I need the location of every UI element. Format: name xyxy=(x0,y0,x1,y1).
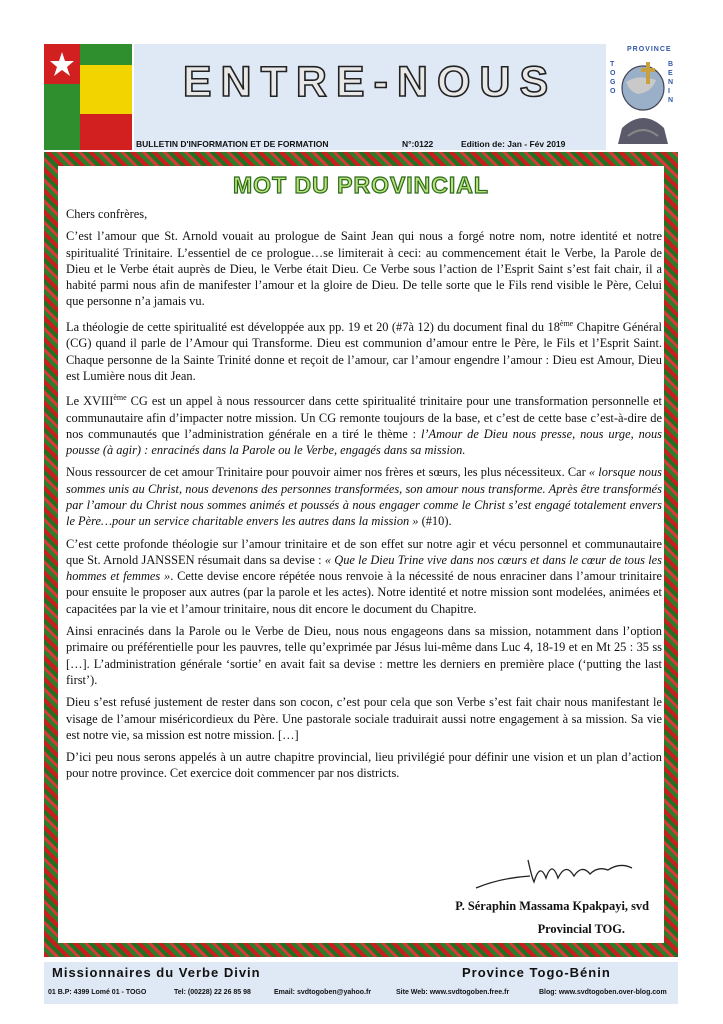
issue-number: N°:0122 xyxy=(402,139,434,149)
signer-name: P. Séraphin Massama Kpakpayi, svd xyxy=(455,899,649,913)
paragraph-3: Le XVIIIème CG est un appel à nous ressourcer dans cette spiritualité trinitaire pour une transformation personnelle et communautaire afin d’impacter notre mission. Un CG remonte toujours de la base, et c’est de cette base c’est-à-dire de nos communautés que l’administration générale en a tiré le thème : l’Amour de Dieu nous presse, nous urge, nous pousse (à agir) : enracinés dans la Parole ou le Verbe, engagés dans sa mission. xyxy=(66,393,663,458)
signer-title: Provincial TOG. xyxy=(537,922,625,936)
footer-phone: Tel: (00228) 22 26 85 98 xyxy=(174,989,251,996)
logo-benin-label: BENIN xyxy=(668,61,675,104)
bulletin-subtitle: BULLETIN D'INFORMATION ET DE FORMATION xyxy=(136,139,329,149)
footer-email[interactable]: Email: svdtogoben@yahoo.fr xyxy=(274,989,372,996)
footer-address: 01 B.P: 4399 Lomé 01 - TOGO xyxy=(48,989,147,996)
paragraph-5: C’est cette profonde théologie sur l’amour trinitaire et de son effet sur notre agir et vécu personnel et communautaire que St. Arnold JANSSEN résumait dans sa devise : « Que le Dieu Trine vive dans nos cœurs et dans le cœur de tous les hommes et femmes ». Cette devise encore répétée nous renvoie à la nécessité de nous enraciner dans l’amour trinitaire pour ensuite le proposer aux autres (par la parole et les actes). Notre identité et notre mission sont modelées, animées et capacitées par la vie et l’amour trinitaire, nous dit encore le document du Chapitre. xyxy=(66,536,663,616)
benin-flag xyxy=(44,84,132,150)
paragraph-7: Dieu s’est refusé justement de rester dans son cocon, c’est pour cela que son Verbe s’est fait chair nous manifestant le visage de l’amour miséricordieux du Père. Une pastorale sociale traduirait aussi notre engagement à sa mission. Sa vie est notre vie, sa mission est notre mission. […] xyxy=(66,695,662,742)
footer-blog[interactable]: Blog: www.svdtogoben.over-blog.com xyxy=(539,989,667,996)
logo-province-label: PROVINCE xyxy=(627,46,672,53)
article-body xyxy=(66,206,662,788)
paragraph-8: D’ici peu nous serons appelés à un autre chapitre provincial, lieu privilégié pour définir une vision et un plan d’action pour notre province. Cet exercice doit commencer par nos districts. xyxy=(66,750,662,781)
greeting: Chers confrères, xyxy=(66,207,148,221)
paragraph-4: Nous ressourcer de cet amour Trinitaire pour pouvoir aimer nos frères et sœurs, les plus nécessiteux. Car « lorsque nous sommes unis au Christ, nous devenons des personnes transformées, son amour nous transforme. Après être transformés par l’amour du Christ nous sommes animés et poussés à nous engager comme le Christ s’est engagé totalement envers le Père…pour un service charitable envers les autres dans la mission » (#10). xyxy=(66,465,662,529)
footer-organization: Missionnaires du Verbe Divin xyxy=(52,965,261,980)
paragraph-6: Ainsi enracinés dans la Parole ou le Verbe de Dieu, nous nous engageons dans sa mission, notamment dans l’option primaire ou préférentielle pour les pauvres, telle qu’exprimée par Jésus lui-même dans Luc 4, 18-19 et en Mt 25 : 35 ss […]. L’administration générale ‘sortie’ en avait fait sa devise : mettre les derniers en première place (‘putting the last first’). xyxy=(66,624,662,687)
logo-togo-label: TOGO xyxy=(610,61,617,95)
edition-date: Edition de: Jan - Fév 2019 xyxy=(461,139,566,149)
article-title: MOT DU PROVINCIAL xyxy=(233,172,489,198)
province-logo xyxy=(608,44,678,150)
paragraph-2: La théologie de cette spiritualité est développée aux pp. 19 et 20 (#7à 12) du document final du 18ème Chapitre Général (CG) quand il parle de l’Amour qui Transforme. Dieu est communion d’amour entre le Père, le Fils et l’Esprit Saint. Chaque personne de la Sainte Trinité donne et reçoit de l’amour, car l’amour engendre l’amour : Dieu est Amour, Dieu est Lumière nous dit Jean. xyxy=(66,318,662,383)
handwritten-signature xyxy=(470,848,650,898)
footer-province: Province Togo-Bénin xyxy=(462,965,611,980)
masthead-title: ENTRE-NOUS xyxy=(182,58,558,106)
paragraph-1: C’est l’amour que St. Arnold vouait au prologue de Saint Jean qui nous a forgé notre nom, notre identité et notre spiritualité Trinitaire. L’essentiel de ce prologue…se limiterait à ceci: au commencement était le Verbe, la Parole de Dieu et le Verbe était auprès de Dieu, le Verbe était Dieu. Ce Verbe sous l’action de l’Esprit Saint s’est fait chair, il a habité parmi nous afin de manifester l’amour et la gloire de Dieu. De telle sorte que le Fils rend visible le Père, Celui que personne n’a jamais vu. xyxy=(66,229,662,309)
footer-website[interactable]: Site Web: www.svdtogoben.free.fr xyxy=(396,989,510,996)
